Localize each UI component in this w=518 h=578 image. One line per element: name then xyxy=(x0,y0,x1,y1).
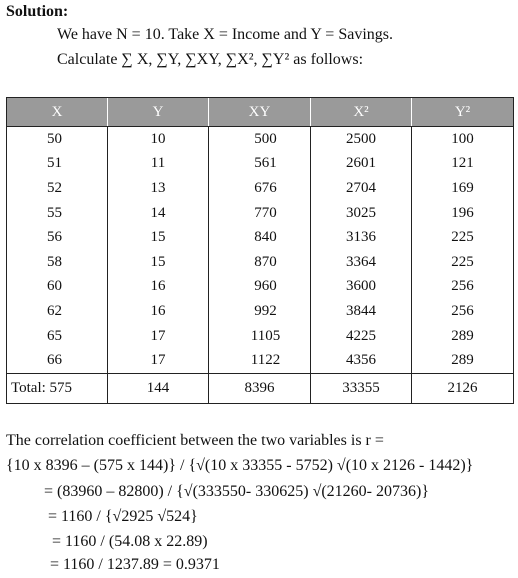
table-row xyxy=(7,225,514,250)
header-x: X xyxy=(7,98,108,127)
cell-x: 50 xyxy=(7,127,108,152)
cell-xy: 870 xyxy=(209,250,311,275)
cell-x-squared: 2601 xyxy=(311,152,412,177)
calc-line-5: = 1160 / (54.08 x 22.89) xyxy=(52,533,208,550)
cell-xy: 561 xyxy=(209,152,311,177)
cell-x-squared: 3025 xyxy=(311,201,412,226)
calc-line-6: = 1160 / 1237.89 = 0.9371 xyxy=(50,556,220,573)
table-row xyxy=(7,324,514,349)
cell-y: 17 xyxy=(108,324,209,349)
cell-x: 65 xyxy=(7,324,108,349)
cell-y: 17 xyxy=(108,348,209,373)
cell-x: 60 xyxy=(7,275,108,300)
cell-xy: 1105 xyxy=(209,324,311,349)
total-y-squared-cell: 2126 xyxy=(412,373,514,403)
cell-y: 16 xyxy=(108,275,209,300)
table-row xyxy=(7,201,514,226)
table-row xyxy=(7,348,514,373)
cell-x-squared: 4356 xyxy=(311,348,412,373)
total-xy-cell: 8396 xyxy=(209,373,311,403)
cell-xy: 992 xyxy=(209,299,311,324)
cell-y-squared: 225 xyxy=(412,225,514,250)
cell-xy: 676 xyxy=(209,176,311,201)
intro-line-2: Calculate ∑ X, ∑Y, ∑XY, ∑X², ∑Y² as follows: xyxy=(57,51,364,68)
cell-y-squared: 100 xyxy=(412,127,514,152)
table-row xyxy=(7,176,514,201)
data-table xyxy=(6,97,514,404)
cell-y-squared: 289 xyxy=(412,348,514,373)
cell-x-squared: 2500 xyxy=(311,127,412,152)
cell-x: 55 xyxy=(7,201,108,226)
cell-x: 58 xyxy=(7,250,108,275)
cell-y-squared: 256 xyxy=(412,299,514,324)
cell-y: 15 xyxy=(108,225,209,250)
cell-y: 13 xyxy=(108,176,209,201)
cell-x: 56 xyxy=(7,225,108,250)
cell-xy: 500 xyxy=(209,127,311,152)
cell-y-squared: 256 xyxy=(412,275,514,300)
cell-y: 16 xyxy=(108,299,209,324)
cell-x: 52 xyxy=(7,176,108,201)
calc-line-4: = 1160 / {√2925 √524} xyxy=(48,508,198,525)
header-y-squared: Y² xyxy=(412,98,514,127)
table-row xyxy=(7,275,514,300)
cell-y-squared: 121 xyxy=(412,152,514,177)
intro-line-1: We have N = 10. Take X = Income and Y = Savings. xyxy=(57,26,393,43)
cell-x-squared: 3600 xyxy=(311,275,412,300)
calc-line-1: The correlation coefficient between the two variables is r = xyxy=(6,432,384,449)
calc-line-3: = (83960 – 82800) / {√(333550- 330625) √(21260- 20736)} xyxy=(44,483,430,500)
cell-y: 11 xyxy=(108,152,209,177)
cell-x-squared: 3364 xyxy=(311,250,412,275)
cell-x: 51 xyxy=(7,152,108,177)
cell-y-squared: 225 xyxy=(412,250,514,275)
cell-x-squared: 3844 xyxy=(311,299,412,324)
cell-xy: 840 xyxy=(209,225,311,250)
cell-x-squared: 2704 xyxy=(311,176,412,201)
cell-y: 10 xyxy=(108,127,209,152)
total-x-squared-cell: 33355 xyxy=(311,373,412,403)
calc-line-2: {10 x 8396 – (575 x 144)} / {√(10 x 33355 - 5752) √(10 x 2126 - 1442)} xyxy=(6,457,474,474)
cell-xy: 770 xyxy=(209,201,311,226)
solution-heading: Solution: xyxy=(6,3,69,20)
table-row xyxy=(7,299,514,324)
header-xy: XY xyxy=(209,98,311,127)
cell-x: 66 xyxy=(7,348,108,373)
cell-y: 15 xyxy=(108,250,209,275)
table-row xyxy=(7,250,514,275)
cell-xy: 960 xyxy=(209,275,311,300)
cell-y-squared: 169 xyxy=(412,176,514,201)
cell-x-squared: 4225 xyxy=(311,324,412,349)
total-x-cell: Total: 575 xyxy=(7,373,108,403)
cell-y: 14 xyxy=(108,201,209,226)
cell-y-squared: 289 xyxy=(412,324,514,349)
cell-x-squared: 3136 xyxy=(311,225,412,250)
cell-xy: 1122 xyxy=(209,348,311,373)
header-x-squared: X² xyxy=(311,98,412,127)
table-row xyxy=(7,127,514,152)
cell-y-squared: 196 xyxy=(412,201,514,226)
total-y-cell: 144 xyxy=(108,373,209,403)
cell-x: 62 xyxy=(7,299,108,324)
table-header-row xyxy=(7,98,514,127)
totals-row xyxy=(7,373,514,403)
header-y: Y xyxy=(108,98,209,127)
table-row xyxy=(7,152,514,177)
